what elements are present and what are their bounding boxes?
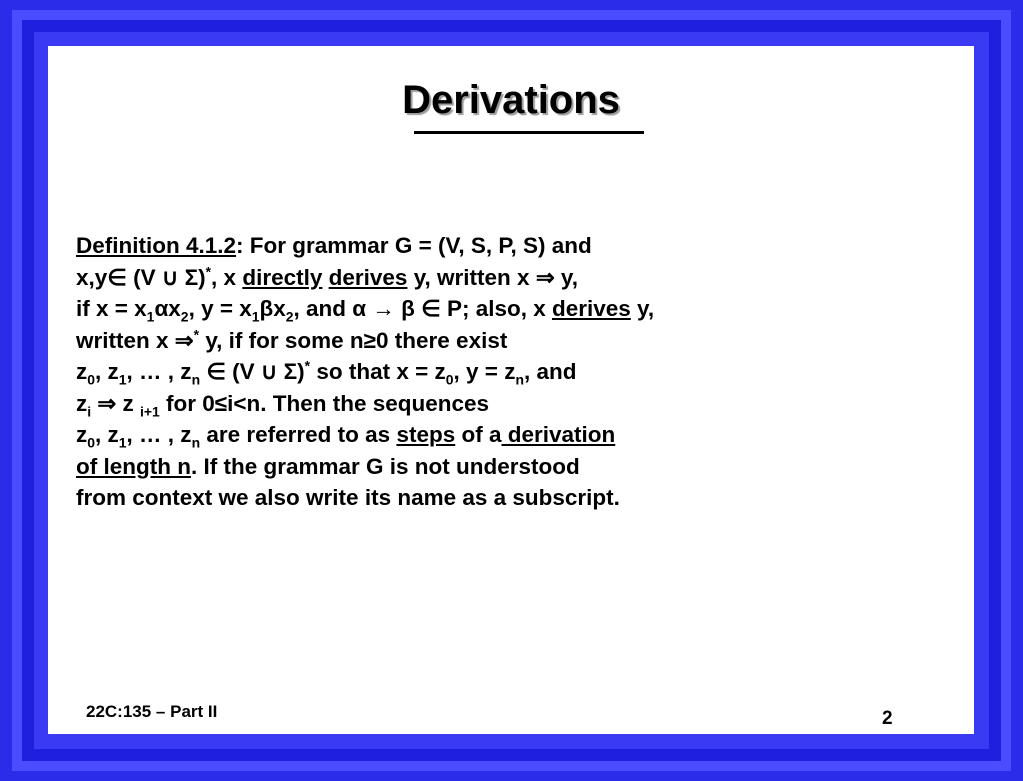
text-segment: y, if for some n≥0 there exist: [199, 327, 508, 353]
definition-line: [76, 482, 956, 514]
definition-line: [76, 451, 956, 483]
subscript-text: n: [515, 371, 524, 388]
text-segment: z: [76, 390, 88, 416]
underlined-term: of length n: [76, 453, 191, 479]
subscript-text: 0: [445, 371, 454, 388]
subscript-text: i+1: [139, 403, 160, 419]
text-segment: , … , z: [126, 359, 192, 384]
underlined-term: Definition 4.1.2: [76, 233, 237, 258]
text-segment: , … , z: [126, 422, 192, 447]
text-segment: , z: [95, 359, 119, 384]
superscript-text: *: [205, 263, 212, 279]
underlined-term: directly: [242, 264, 323, 290]
text-segment: βx: [259, 296, 286, 321]
text-segment: , y = x: [188, 296, 252, 321]
text-segment: , and: [523, 359, 577, 384]
subscript-text: 0: [87, 434, 96, 451]
text-segment: , and α → β ∈ P; also, x: [293, 296, 552, 321]
text-segment: y,: [630, 296, 655, 321]
text-segment: , z: [95, 422, 119, 447]
definition-line: [76, 356, 956, 388]
text-segment: of a: [455, 422, 502, 447]
underlined-term: derives: [328, 264, 408, 290]
title-underline: [414, 131, 644, 134]
text-segment: ∈ (V ∪ Σ): [200, 359, 305, 384]
text-segment: , y = z: [453, 359, 516, 384]
subscript-text: 2: [285, 308, 294, 325]
superscript-text: *: [304, 357, 311, 374]
definition-line: [76, 230, 956, 262]
definition-line: [76, 419, 956, 451]
subscript-text: 1: [118, 434, 127, 451]
definition-line: [76, 325, 956, 357]
text-segment: . If the grammar G is not understood: [190, 453, 580, 479]
subscript-text: n: [191, 371, 201, 388]
definition-line: [76, 293, 956, 325]
text-segment: from context we also write its name as a subscript.: [76, 485, 620, 510]
text-segment: if x = x: [76, 296, 147, 321]
subscript-text: i: [87, 403, 92, 419]
underlined-term: steps: [396, 422, 456, 447]
definition-body: [76, 230, 956, 514]
slide-title: Derivations: [402, 78, 620, 122]
text-segment: are referred to as: [200, 422, 397, 447]
text-segment: written x ⇒: [76, 327, 194, 353]
text-segment: so that x = z: [310, 359, 446, 384]
text-segment: ⇒ z: [91, 390, 140, 416]
definition-line: [76, 388, 956, 420]
page-number: 2: [882, 708, 893, 729]
text-segment: , x: [211, 264, 243, 290]
underlined-term: derives: [551, 296, 631, 321]
text-segment: z: [76, 422, 88, 447]
text-segment: αx: [154, 296, 181, 321]
slide-canvas: [48, 46, 974, 734]
superscript-text: *: [193, 326, 200, 342]
subscript-text: 0: [87, 371, 96, 388]
subscript-text: 1: [251, 308, 260, 325]
subscript-text: 1: [146, 308, 155, 325]
subscript-text: n: [191, 434, 201, 451]
subscript-text: 2: [180, 308, 189, 325]
text-segment: z: [76, 359, 88, 384]
definition-line: [76, 262, 956, 294]
text-segment: : For grammar G = (V, S, P, S) and: [236, 233, 592, 258]
text-segment: y, written x ⇒ y,: [407, 264, 579, 290]
underlined-term: derivation: [501, 422, 616, 447]
text-segment: for 0≤i<n. Then the sequences: [159, 390, 490, 416]
course-footer: 22C:135 – Part II: [86, 702, 218, 721]
text-segment: x,y∈ (V ∪ Σ): [76, 264, 206, 290]
subscript-text: 1: [118, 371, 127, 388]
